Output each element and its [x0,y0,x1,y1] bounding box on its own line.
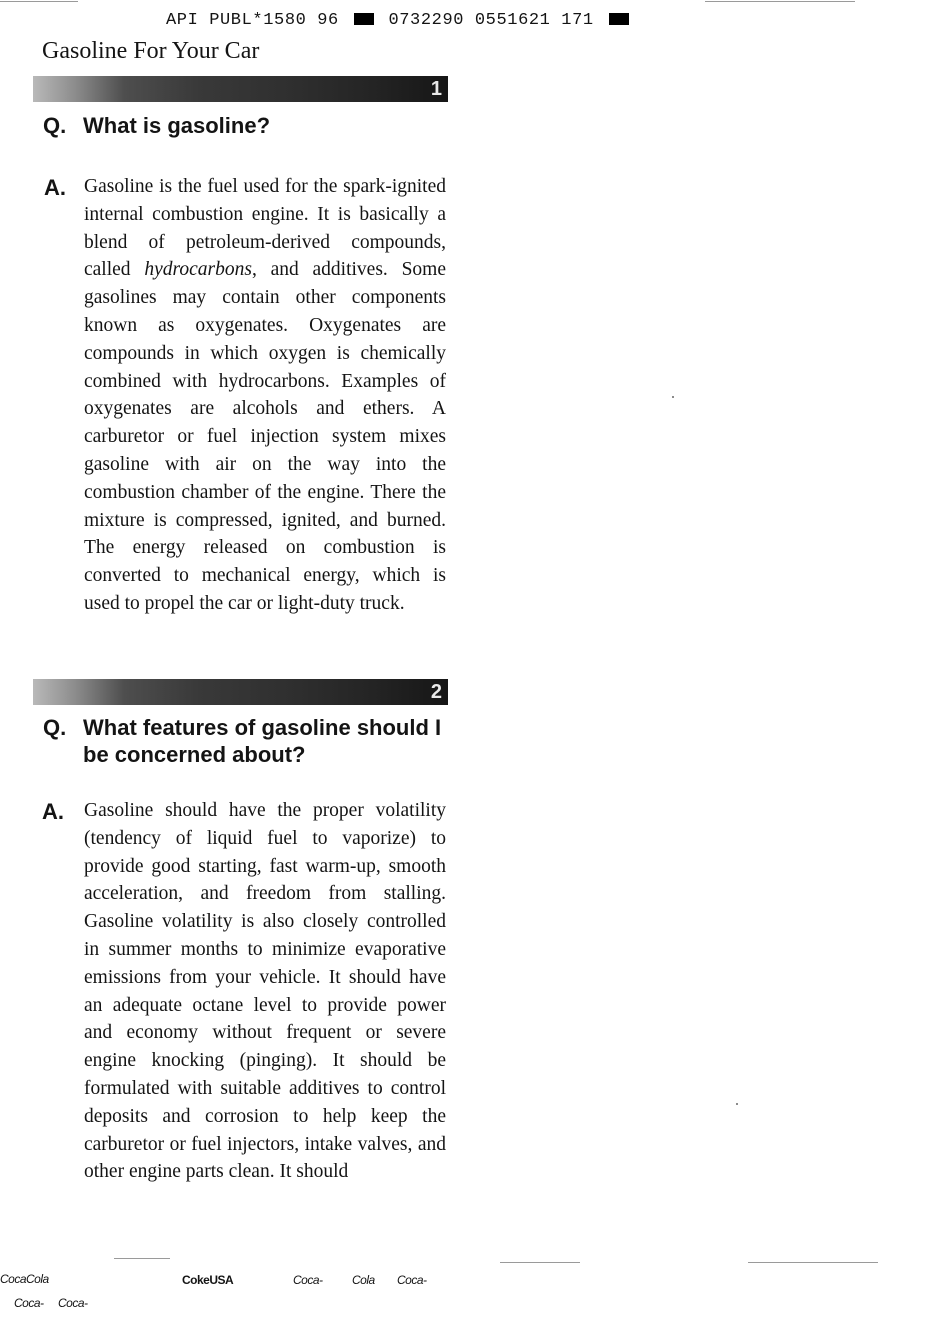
question-marker: Q. [43,715,67,740]
scan-rule [114,1258,170,1259]
answer-marker: A. [44,175,66,200]
scan-rule [0,1,78,2]
scan-speck [672,396,674,398]
answer-text-part: , and additives. Some gasolines may contain other components known as oxygenates. Oxygenates are compounds in which oxygen is chemically combined with hydrocarbons. Examples of oxygenates are alcohols and ethers. A carburetor or fuel injection system mixes gasoline with air on the way into the combustion chamber of the engine. There the mixture is compressed, ignited, and burned. The energy released on combustion is converted to mechanical energy, which is used to propel the car or light-duty truck. [84,259,446,614]
footer-logo-text: CocaCola [0,1272,49,1286]
answer-emphasis: hydrocarbons [144,259,252,281]
question-heading: What is gasoline? [83,113,271,138]
section-number: 2 [430,681,442,703]
scan-rule [748,1262,878,1263]
section-bar-2 [33,679,448,705]
footer-logo-text: Coca- [58,1296,88,1310]
section-number: 1 [430,78,442,100]
answer-text-part: Gasoline is the fuel used for the spark-ignited internal combustion engine. It is basically a blend of petroleum-derived compounds, called [84,176,446,281]
section-bar-1 [33,76,448,102]
answer-text: Gasoline should have the proper volatility (tendency of liquid fuel to vaporize) to provide good starting, fast warm-up, smooth acceleration, and freedom from stalling. Gasoline volatility is also closely controlled in summer months to minimize evaporative emissions from your vehicle. It should have an adequate octane level to provide power and economy without frequent or severe engine knocking (pinging). It should be formulated with suitable additives to control deposits and corrosion to help keep the carburetor or fuel injectors, intake valves, and other engine parts clean. It should [84,800,446,1183]
footer-logo-text: Cola [352,1273,375,1287]
answer-text [84,173,446,618]
question-heading: What features of gasoline should I be concerned about? [83,715,442,767]
document-header [166,11,646,33]
scan-rule [500,1262,580,1263]
header-block-mark [609,13,629,25]
footer-logo-text: Coca- [293,1273,323,1287]
footer-logo-text: Coca- [397,1273,427,1287]
footer-logo-text: Coca- [14,1296,44,1310]
header-code: API PUBL*1580 96 [166,11,339,30]
header-serial: 0732290 0551621 171 [388,11,594,30]
scan-speck [736,1103,738,1105]
scan-rule [705,1,855,2]
answer-marker: A. [42,799,64,824]
footer-logo-text: CokeUSA [182,1273,234,1287]
header-block-mark [354,13,374,25]
question-marker: Q. [43,113,67,138]
page-title: Gasoline For Your Car [42,38,260,64]
